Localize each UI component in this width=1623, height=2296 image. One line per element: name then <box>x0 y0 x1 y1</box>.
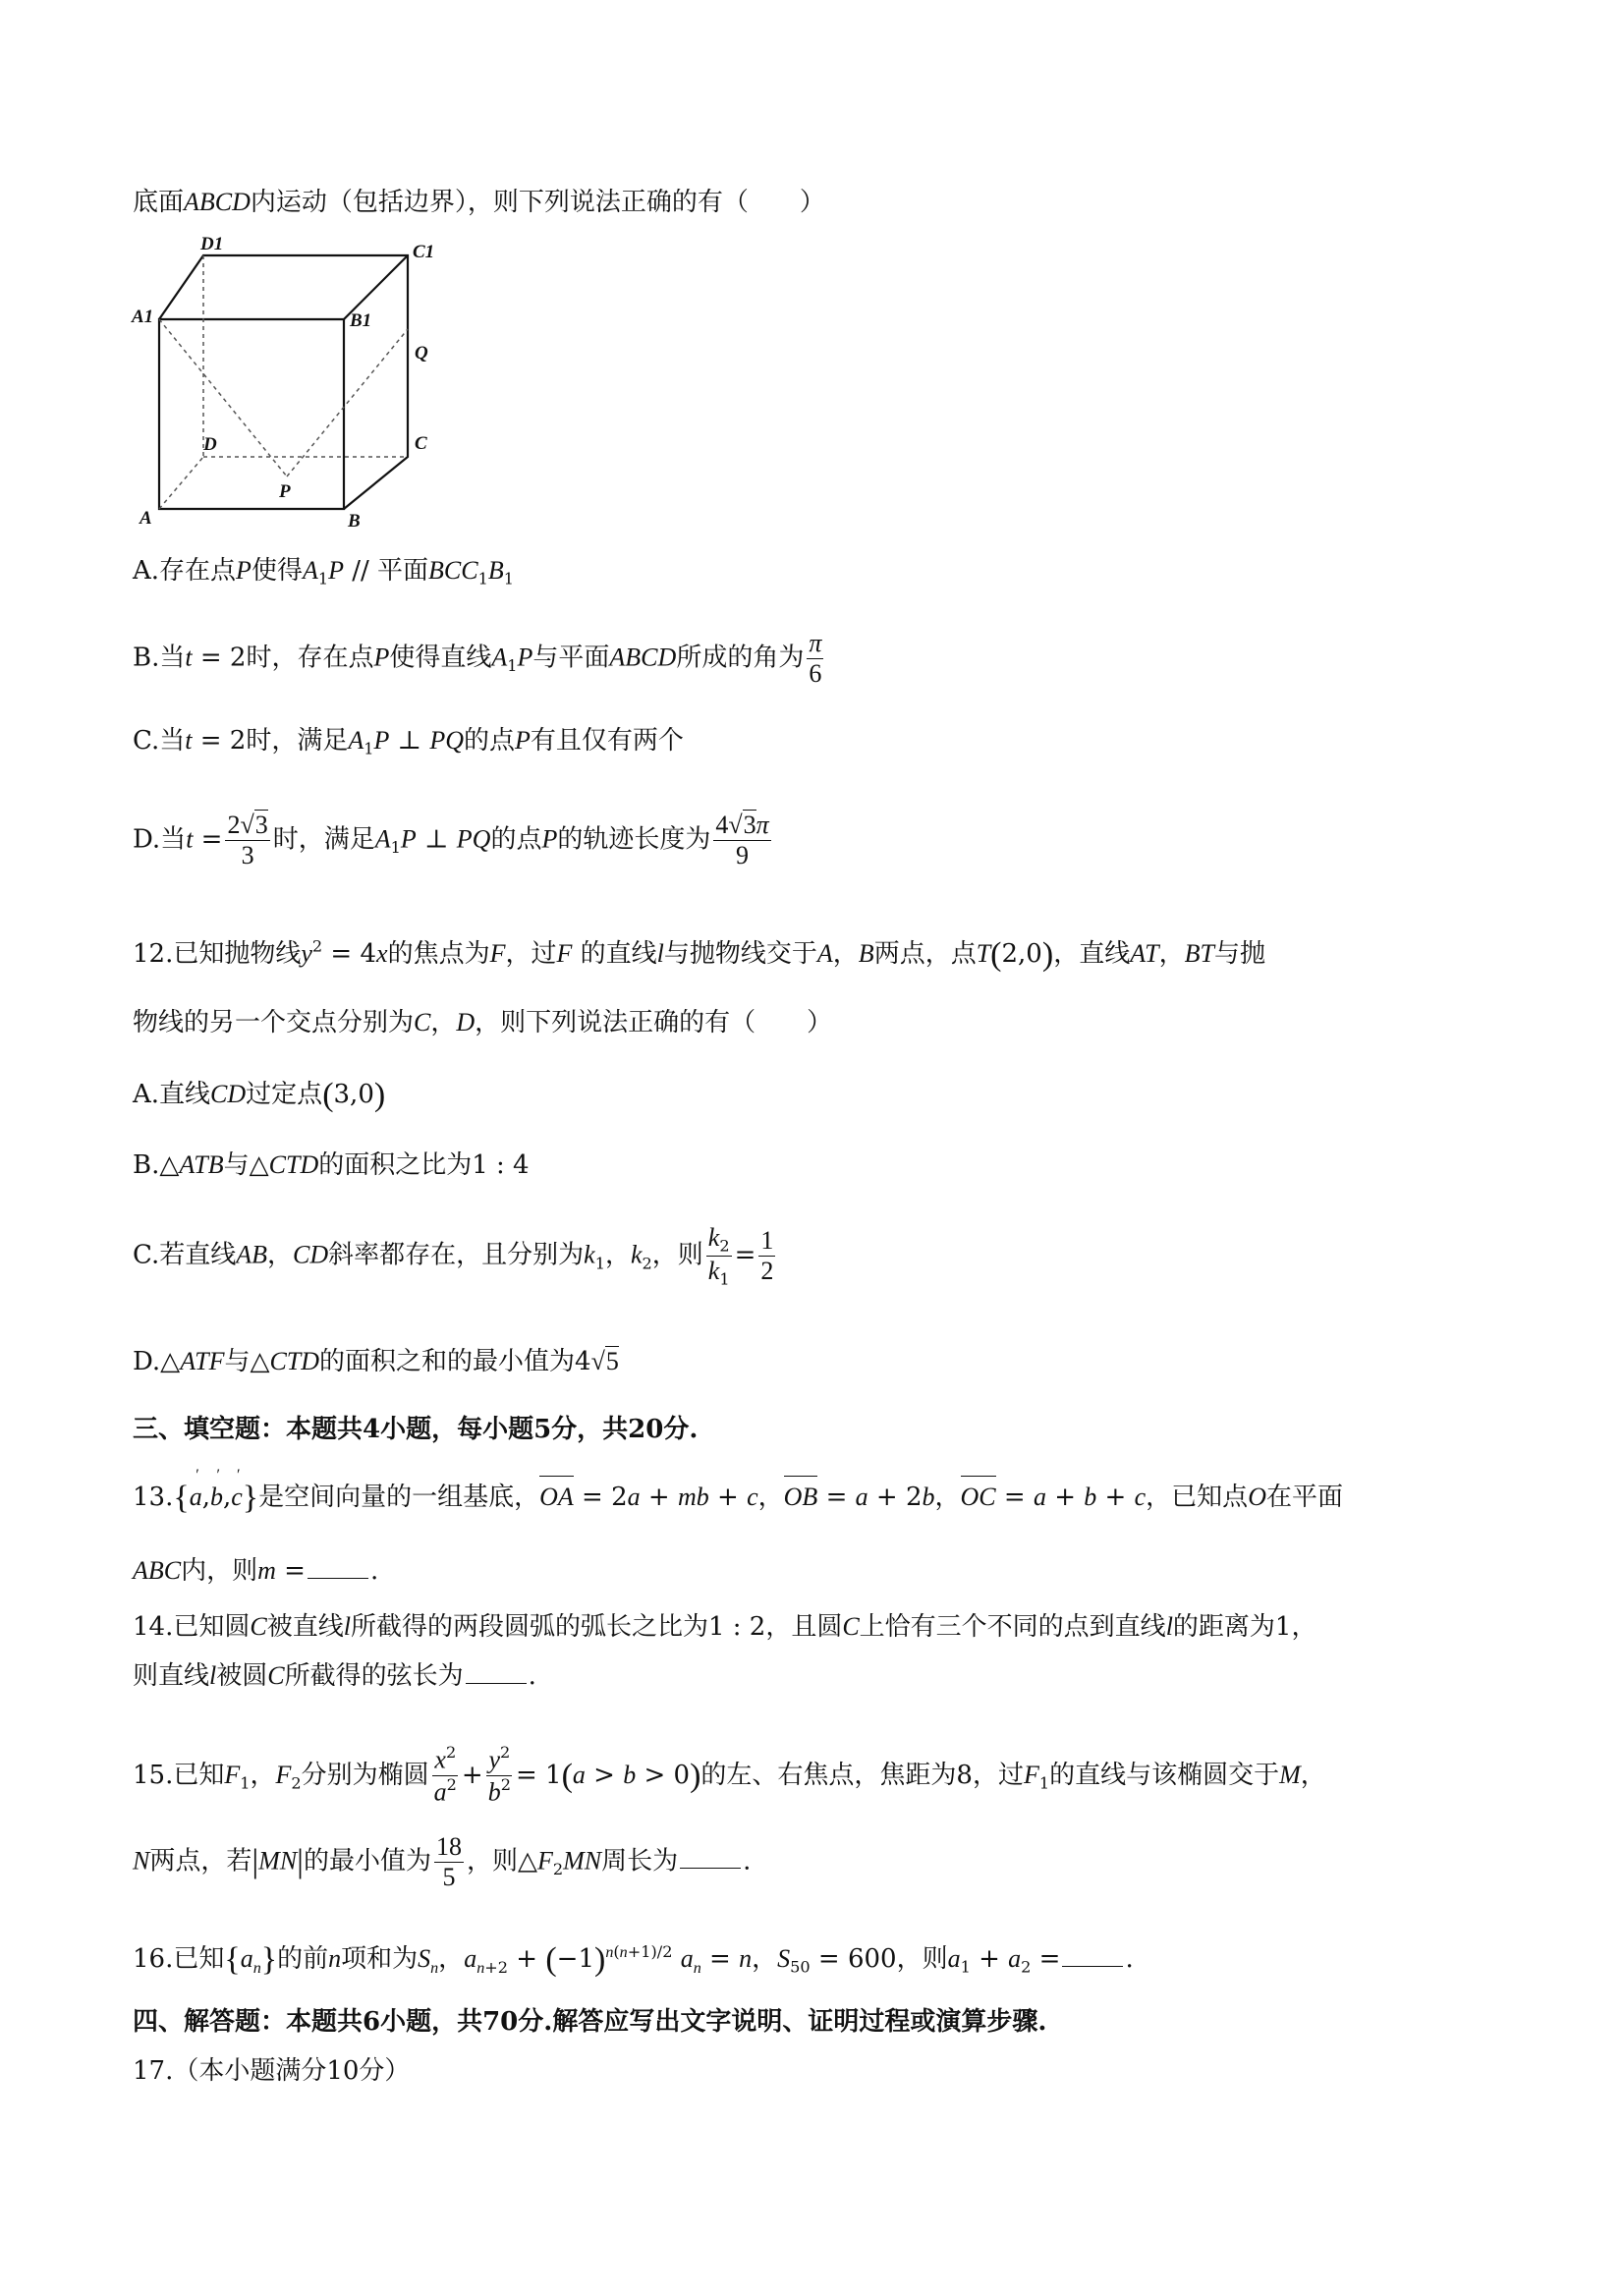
q12-option-c: C.若直线AB，CD斜率都存在，且分别为$k_1$，$k_2$，则 $\frac{k_2}{k_1}$ = $\frac{1}{2}$ <box>133 1223 774 1289</box>
q11-option-c: C.当t = 2时，满足$A_1P$ ⊥ PQ的点P有且仅有两个 <box>133 726 684 758</box>
q12-option-a: A.直线CD过定点(3,0) <box>133 1077 386 1113</box>
answer-blank-15 <box>680 1867 741 1869</box>
label-C: C <box>415 433 427 454</box>
q15-line2: N两点，若|MN|的最小值为 $\frac{18}{5}$ ，则$\triangle F_2MN$周长为 . <box>133 1832 752 1891</box>
label-Q: Q <box>415 343 428 364</box>
label-A: A <box>140 508 152 529</box>
fraction-1-2: $\frac{1}{2}$ <box>760 1226 774 1286</box>
q13-line2: ABC内，则m = . <box>133 1556 379 1586</box>
answer-blank-14 <box>466 1682 527 1684</box>
q12-option-b: B.△ATB与△CTD的面积之比为1 : 4 <box>133 1150 530 1180</box>
fraction-k2-k1: $\frac{k_2}{k_1}$ <box>707 1223 730 1289</box>
q12-stem-line1: 12.已知抛物线$y^2 = 4x$的焦点为F，过F 的直线l与抛物线交于A，B两点，点T(2,0)，直线AT，BT与抛 <box>133 936 1265 973</box>
section3-heading: 三、填空题：本题共4小题，每小题5分，共20分. <box>133 1415 699 1444</box>
q12-stem-line2: 物线的另一个交点分别为C，D，则下列说法正确的有（ ） <box>133 1008 833 1037</box>
fraction-18-5: $\frac{18}{5}$ <box>436 1832 462 1891</box>
fraction-4sqrt3pi-9: $\frac{4√3\pi}{9}$ <box>715 811 769 869</box>
label-P: P <box>279 481 291 502</box>
fraction-2sqrt3-3: $\frac{2√3}{3}$ <box>227 811 268 869</box>
q17-header: 17.（本小题满分10分） <box>133 2056 411 2086</box>
section4-heading: 四、解答题：本题共6小题，共70分.解答应写出文字说明、证明过程或演算步骤. <box>133 2007 1047 2037</box>
label-C1: C1 <box>413 242 435 262</box>
q11-option-a: A.存在点P使得$A_1P$ // 平面$BCC_1B_1$ <box>133 556 515 588</box>
label-A1: A1 <box>132 307 154 327</box>
label-D1: D1 <box>200 236 224 254</box>
q14-line1: 14.已知圆C被直线l所截得的两段圆弧的弧长之比为1 : 2，且圆C上恰有三个不同的点到直线l的距离为1， <box>133 1612 1317 1642</box>
q11-option-d: D.当t = $\frac{2√3}{3}$ 时，满足$A_1P$ ⊥ PQ的点P的轨迹长度为 $\frac{4√3\pi}{9}$ <box>133 811 769 869</box>
segment-pq <box>287 329 408 476</box>
label-D: D <box>203 434 217 455</box>
front-face <box>159 319 344 509</box>
label-B1: B1 <box>350 310 372 331</box>
hidden-edge-ad <box>159 457 203 509</box>
label-B: B <box>348 511 361 531</box>
q16-line: 16.已知$\{a_n\}$的前n项和为$S_n$，$a_{n+2} + (-1)^{n(n+1)/2}$ $a_n = n$，$S_{50} = 600$，则$a_1 + a_2$ = . <box>133 1941 1134 1978</box>
answer-blank-16 <box>1062 1965 1123 1967</box>
q12-option-d: D.△ATF与△CTD的面积之和的最小值为4√5 <box>133 1347 619 1376</box>
segment-a1p <box>159 319 287 476</box>
q15-line1: 15.已知$F_1$，$F_2$分别为椭圆 $\frac{x^2}{a^2}$ + $\frac{y^2}{b^2}$ = 1(a > b > 0)的左、右焦点，焦距为8，过$F_1$的直线与该椭圆交于M， <box>133 1743 1326 1807</box>
q11-option-b: B.当t = 2时，存在点P使得直线$A_1P$与平面ABCD所成的角为 $\frac{\pi}{6}$ <box>133 629 822 688</box>
q14-line2: 则直线l被圆C所截得的弦长为 . <box>133 1661 536 1691</box>
intro-text: 底面ABCD内运动（包括边界），则下列说法正确的有（ ） <box>133 188 825 217</box>
fraction-pi-6: $\frac{\pi}{6}$ <box>809 629 822 688</box>
cube-figure <box>130 236 444 531</box>
answer-blank-13 <box>308 1577 368 1579</box>
q13-line1: 13.{′ a,′ b,′ c}是空间向量的一组基底，OA = 2a + mb + c，OB = a + 2b，OC = a + b + c，已知点O在平面 <box>133 1479 1343 1519</box>
